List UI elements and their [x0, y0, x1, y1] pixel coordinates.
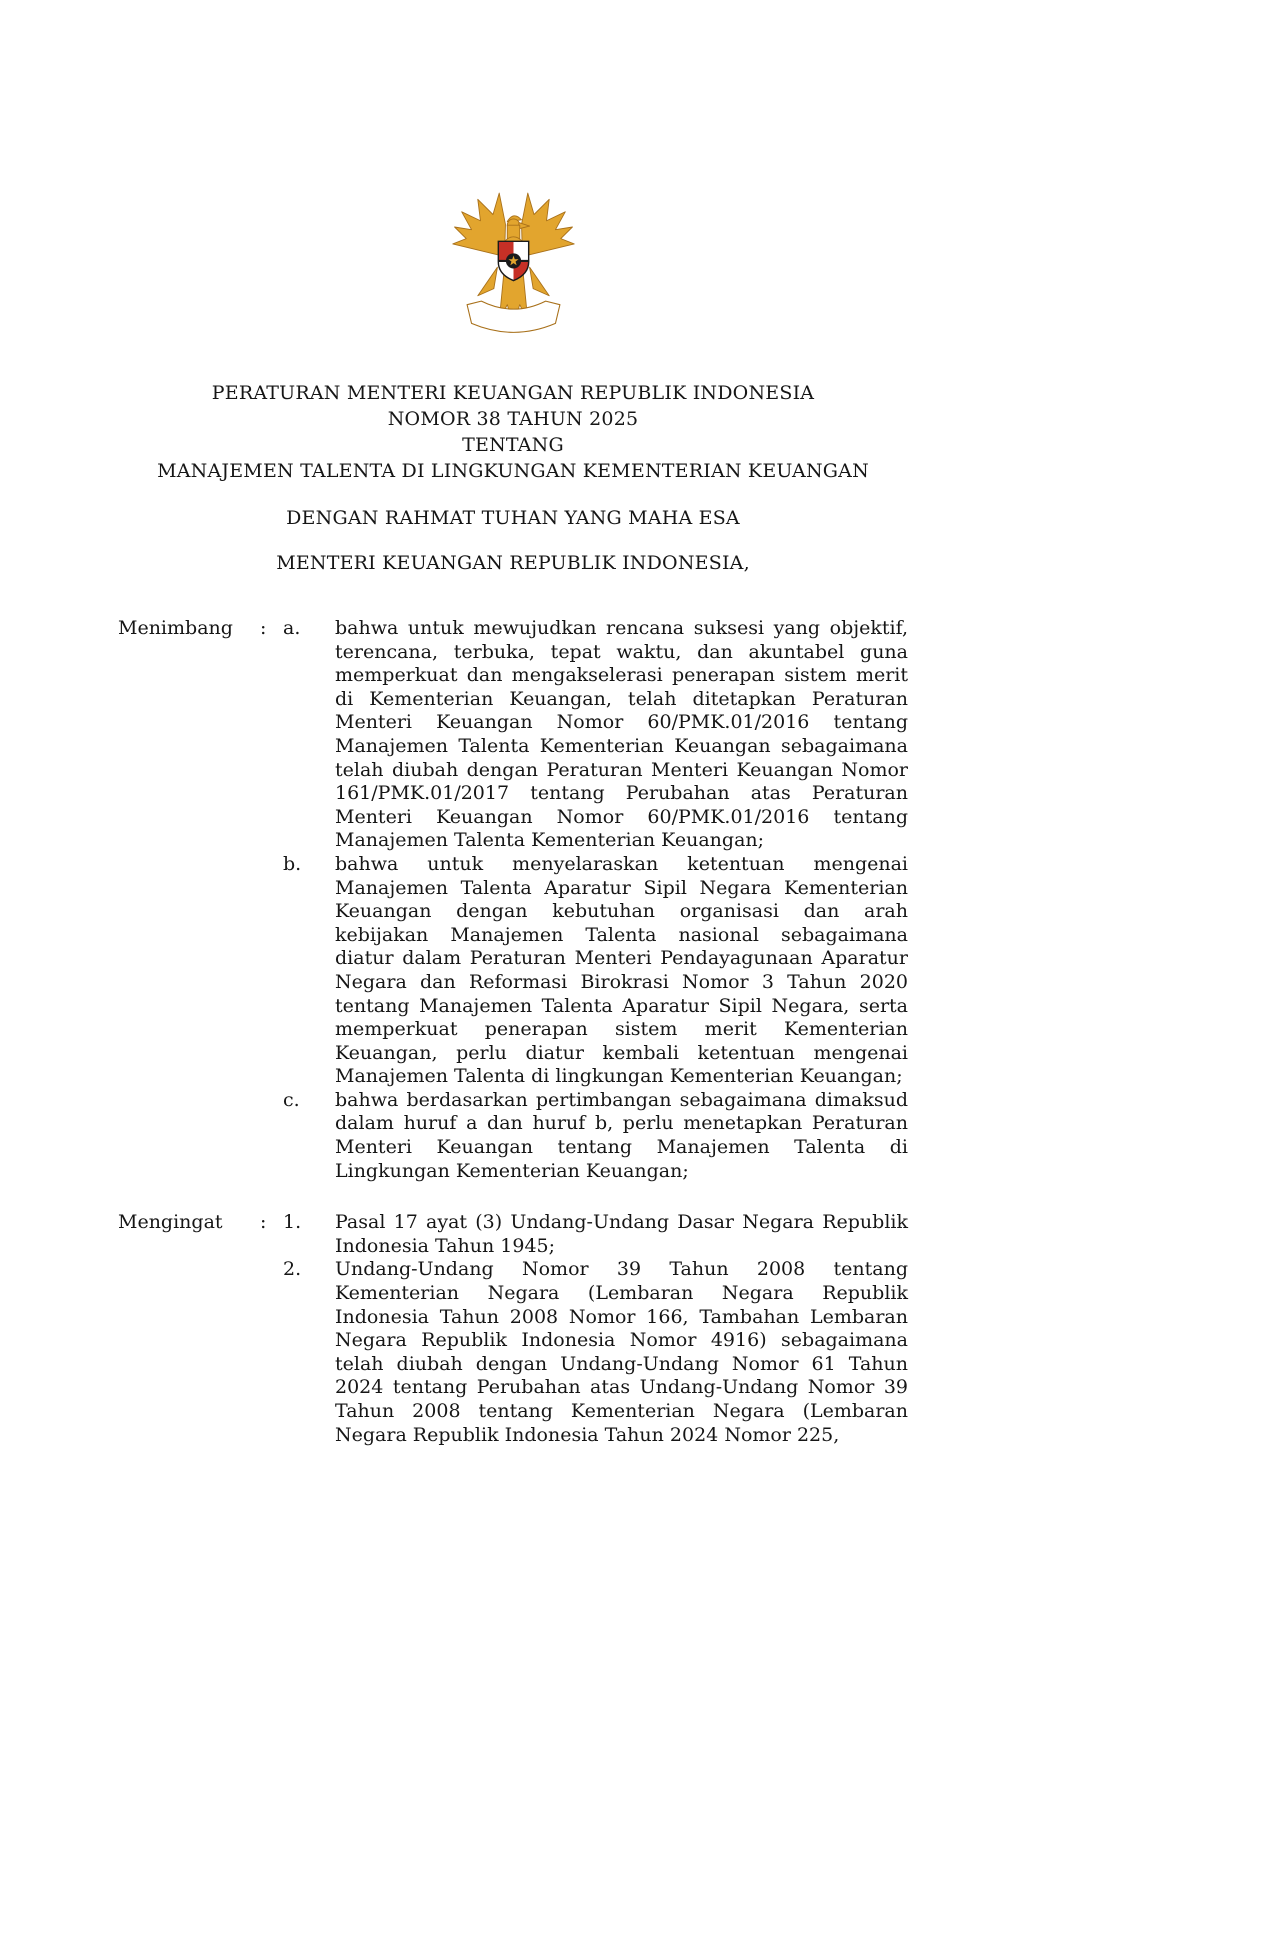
item-marker: 2.	[283, 1258, 302, 1281]
section-label: Menimbang	[118, 617, 233, 639]
consideration-item	[283, 1089, 908, 1183]
preamble-sections	[118, 617, 908, 1447]
section-colon: :	[260, 617, 267, 639]
legal-basis-item	[283, 1211, 908, 1258]
title-line-subject: MANAJEMEN TALENTA DI LINGKUNGAN KEMENTERIAN KEUANGAN	[157, 460, 869, 482]
garuda-pancasila-emblem	[451, 185, 576, 344]
legal-basis-item	[283, 1258, 908, 1447]
section-colon: :	[260, 1211, 267, 1234]
consideration-item	[283, 617, 908, 853]
legal-basis-items	[283, 1211, 908, 1447]
section-label: Mengingat	[118, 1211, 223, 1234]
item-marker: 1.	[283, 1211, 302, 1234]
consideration-item	[283, 853, 908, 1089]
item-text: bahwa berdasarkan pertimbangan sebagaimana dimaksud dalam huruf a dan huruf b, perlu menetapkan Peraturan Menteri Keuangan tentang Manajemen Talenta di Lingkungan Kementerian Keuangan;	[335, 1088, 908, 1182]
section-menimbang	[118, 617, 908, 1183]
item-text: Undang-Undang Nomor 39 Tahun 2008 tentang Kementerian Negara (Lembaran Negara Republik Indonesia Tahun 2008 Nomor 166, Tambahan Lembaran Negara Republik Indonesia Nomor 4916) sebagaimana telah diubah dengan Undang-Undang Nomor 61 Tahun 2024 tentang Perubahan atas Undang-Undang Nomor 39 Tahun 2008 tentang Kementerian Negara (Lembaran Negara Republik Indonesia Tahun 2024 Nomor 225,	[335, 1258, 908, 1446]
item-text: bahwa untuk mewujudkan rencana suksesi yang objektif, terencana, terbuka, tepat waktu, dan akuntabel guna memperkuat dan mengakselerasi penerapan sistem merit di Kementerian Keuangan, telah ditetapkan Peraturan Menteri Keuangan Nomor 60/PMK.01/2016 tentang Manajemen Talenta Kementerian Keuangan sebagaimana telah diubah dengan Peraturan Menteri Keuangan Nomor 161/PMK.01/2017 tentang Perubahan atas Peraturan Menteri Keuangan Nomor 60/PMK.01/2016 tentang Manajemen Talenta Kementerian Keuangan;	[335, 617, 908, 852]
consideration-items	[283, 617, 908, 1183]
document-title-block	[118, 380, 908, 484]
invocation-line: DENGAN RAHMAT TUHAN YANG MAHA ESA	[286, 507, 740, 529]
title-line-tentang: TENTANG	[462, 434, 564, 456]
item-text: bahwa untuk menyelaraskan ketentuan mengenai Manajemen Talenta Aparatur Sipil Negara Kementerian Keuangan dengan kebutuhan organisasi dan arah kebijakan Manajemen Talenta nasional sebagaimana diatur dalam Peraturan Menteri Pendayagunaan Aparatur Negara dan Reformasi Birokrasi Nomor 3 Tahun 2020 tentang Manajemen Talenta Aparatur Sipil Negara, serta memperkuat penerapan sistem merit Kementerian Keuangan, perlu diatur kembali ketentuan mengenai Manajemen Talenta di lingkungan Kementerian Keuangan;	[335, 852, 908, 1088]
page-content	[118, 0, 908, 1447]
authority-line: MENTERI KEUANGAN REPUBLIK INDONESIA,	[276, 552, 750, 574]
title-line-number: NOMOR 38 TAHUN 2025	[387, 408, 639, 430]
item-marker: a.	[283, 617, 301, 639]
item-marker: c.	[283, 1088, 300, 1111]
title-line-regulation: PERATURAN MENTERI KEUANGAN REPUBLIK INDONESIA	[211, 382, 815, 404]
item-text: Pasal 17 ayat (3) Undang-Undang Dasar Negara Republik Indonesia Tahun 1945;	[335, 1211, 908, 1257]
item-marker: b.	[283, 852, 302, 875]
section-mengingat	[118, 1211, 908, 1447]
garuda-icon	[451, 185, 576, 344]
